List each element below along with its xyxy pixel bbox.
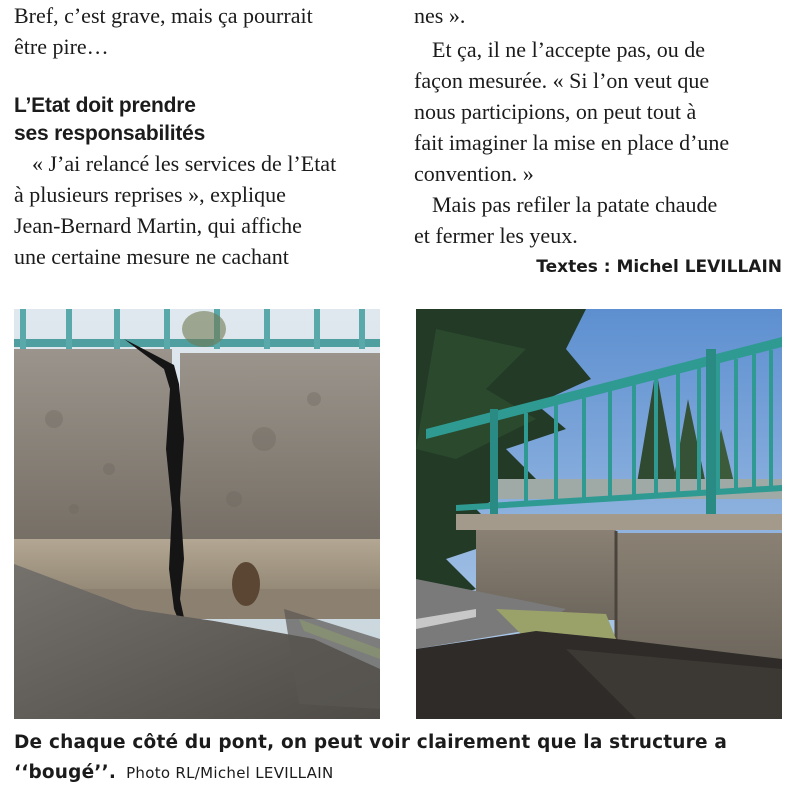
bridge-railing-illustration (416, 309, 782, 719)
text-line: à plusieurs reprises », explique (14, 182, 286, 207)
right-paragraph-2 (414, 34, 782, 189)
left-text-column (14, 0, 382, 272)
text-line: nes ». (414, 3, 466, 28)
text-line: fait imaginer la mise en place d’une (414, 130, 730, 155)
left-paragraph-2 (14, 148, 382, 272)
text-line: nous participions, on peut tout à (414, 99, 697, 124)
text-line: Bref, c’est grave, mais ça pourrait (14, 3, 313, 28)
text-line: une certaine mesure ne cachant (14, 244, 289, 269)
text-line: façon mesurée. « Si l’on veut que (414, 68, 710, 93)
right-paragraph-1 (414, 0, 782, 31)
photo-caption (14, 728, 786, 788)
text-line: Mais pas refiler la patate chaude (432, 192, 718, 217)
text-line: convention. » (414, 161, 534, 186)
bridge-crack-photo (14, 309, 380, 719)
photo-credit: Photo RL/Michel LEVILLAIN (126, 764, 334, 782)
text-line: Jean-Bernard Martin, qui affiche (14, 213, 302, 238)
text-line: et fermer les yeux. (414, 223, 578, 248)
right-paragraph-3 (414, 189, 782, 251)
bridge-crack-illustration (14, 309, 380, 719)
caption-text: ‘‘bougé’’. (14, 762, 117, 783)
bridge-railing-photo (416, 309, 782, 719)
right-text-column (414, 0, 782, 277)
text-line: « J’ai relancé les services de l’Etat (32, 151, 337, 176)
section-subheading: L’Etat doit prendre ses responsabilités (14, 94, 206, 145)
caption-text: De chaque côté du pont, on peut voir clairement que la structure a (14, 732, 728, 753)
left-paragraph-1 (14, 0, 382, 62)
text-line: Et ça, il ne l’accepte pas, ou de (432, 37, 706, 62)
text-line: être pire… (14, 34, 109, 59)
byline-signature: Textes : Michel LEVILLAIN (536, 257, 782, 277)
